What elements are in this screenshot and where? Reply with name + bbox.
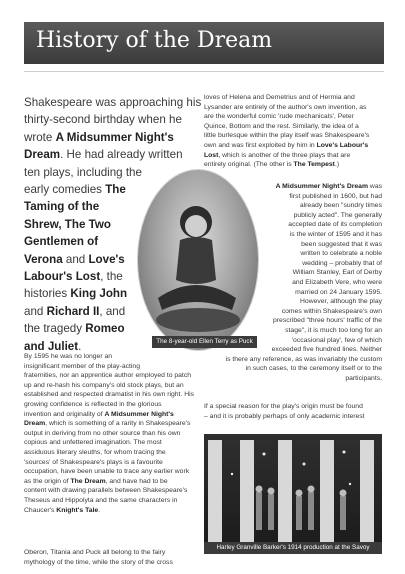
text-line — [24, 129, 199, 146]
text-run: output in deriving from no other source than his own — [24, 429, 181, 437]
left-bottom-paragraph — [24, 548, 204, 567]
right-bottom-paragraph — [204, 402, 382, 421]
text-run: Oberon, Titania and Puck all belong to the fairy — [24, 549, 166, 556]
text-run: up and re-hash his company's old stock plays, but an — [24, 381, 184, 389]
text-run: participants. — [345, 374, 382, 382]
bold-title-text: The Dream — [70, 477, 106, 485]
text-run: is the winter of 1595 and it has — [289, 230, 382, 238]
bold-title-text: Romeo — [85, 322, 125, 336]
text-run: thirty-second birthday when he — [24, 113, 182, 127]
text-line — [24, 429, 204, 439]
text-line — [24, 94, 202, 111]
text-line — [24, 438, 204, 448]
bold-title-text: Lost — [204, 151, 219, 159]
bold-title-text: Dream — [24, 148, 61, 162]
text-run: . — [98, 506, 101, 514]
text-run: ten plays, including the — [24, 165, 142, 179]
text-line — [204, 355, 382, 365]
bold-title-text: Shrew, The Two — [24, 217, 111, 231]
text-line — [24, 371, 204, 381]
text-line — [24, 111, 199, 128]
text-run: in such cases, to the ceremony itself or to the — [245, 365, 382, 373]
bold-title-text: Love's — [88, 252, 125, 266]
text-line — [24, 448, 204, 458]
text-run: Chaucer's — [24, 506, 57, 514]
text-line — [24, 458, 204, 468]
text-line — [204, 402, 382, 412]
text-run: – and it is probably perhaps of only academic interest — [204, 412, 365, 420]
text-run: .) — [334, 161, 340, 169]
bold-title-text: Love's Labour's — [316, 141, 369, 149]
text-line — [24, 496, 204, 506]
text-run: exceeded five hundred lines. Neither — [271, 346, 382, 354]
puck-photo — [138, 170, 258, 350]
text-run: , which is something of a rarity in Shakespeare's — [45, 420, 191, 428]
text-run: already been "sundry times — [299, 202, 382, 210]
text-run: Quince, Bottom and the rest. Similarly, the idea of a — [204, 122, 359, 130]
text-run: 'sources' of Shakespeare's plays is a favourite — [24, 458, 163, 466]
text-run: written to celebrate a noble — [300, 250, 382, 258]
text-run: , and — [99, 304, 126, 318]
text-run: Lysander are entirely of the author's own invention, as — [204, 103, 367, 111]
bold-title-text: The — [105, 183, 126, 197]
bold-title-text: and Juliet — [24, 339, 79, 353]
bold-title-text: Gentlemen of — [24, 235, 99, 249]
text-line — [204, 103, 382, 113]
text-run: the tragedy — [24, 322, 86, 336]
text-run: invention and originality of — [24, 410, 105, 418]
text-run: However, although the play — [300, 298, 382, 306]
text-run: content with drawing parallels between Shakespeare's — [24, 487, 188, 495]
text-line — [204, 160, 382, 170]
text-run: little burlesque within the play itself was Shakespeare's — [204, 132, 370, 140]
text-run: and Elizabeth Vere, who were — [292, 278, 382, 286]
text-run: been suggested that it was — [301, 240, 382, 248]
text-line — [204, 151, 382, 161]
text-run: assiduous literary sleuths, for whom tracing the — [24, 448, 166, 456]
text-run: histories — [24, 287, 71, 301]
bold-title-text: Richard II — [46, 304, 100, 318]
text-line — [24, 362, 204, 372]
text-run: publicly acted". The generally — [293, 211, 382, 219]
text-run: loves of Helena and Demetrius and of Hermia and — [204, 94, 355, 101]
text-line — [204, 131, 382, 141]
left-body-paragraph — [24, 352, 204, 515]
text-run: and — [24, 304, 47, 318]
page-title: History of the Dream — [36, 28, 273, 53]
text-run: first published in 1600, but had — [289, 192, 382, 200]
puck-caption: The 8-year-old Ellen Terry as Puck — [152, 336, 257, 348]
text-run: growing confidence is reflected in the glorious — [24, 400, 162, 408]
text-line — [24, 558, 204, 568]
text-line — [24, 390, 204, 400]
text-line — [24, 410, 204, 420]
text-run: fraternities, nor an apprentice author employed to patch — [24, 372, 192, 380]
title-bar — [24, 22, 384, 64]
text-run: copious and unfettered imagination. The most — [24, 439, 162, 447]
text-line — [24, 486, 204, 496]
text-run: William Stanley, Earl of Derby — [292, 269, 382, 277]
text-run: , and have had to be — [105, 477, 168, 485]
bold-title-text: A Midsummer Night's — [55, 130, 174, 144]
text-run: occupation, have been unable to trace any earlier work — [24, 468, 190, 476]
text-run: , the — [100, 270, 123, 284]
text-line — [24, 548, 204, 558]
text-run: insignificant member of the play-acting — [24, 362, 140, 370]
text-run: established and respected dramatist in his own right. His — [24, 391, 195, 399]
text-line — [24, 467, 204, 477]
text-line — [24, 477, 204, 487]
text-run: wedding – probably that of — [302, 259, 382, 267]
text-run: early comedies — [24, 183, 106, 197]
text-line — [24, 146, 199, 163]
production-photo — [204, 434, 382, 544]
text-run: own and was first exploited by him in — [204, 141, 317, 149]
text-run: 'occasional play', few of which — [291, 336, 382, 344]
text-run: . — [78, 339, 82, 353]
bold-title-text: The Tempest — [293, 161, 335, 169]
bold-title-text: A Midsummer Night's Dream — [275, 183, 369, 190]
text-line — [204, 412, 382, 422]
bold-title-text: A Midsummer Night's — [104, 410, 174, 418]
text-run: is there any reference, as was invariably the custom — [225, 355, 382, 363]
text-line — [24, 352, 204, 362]
text-run: accepted date of its completion — [288, 221, 382, 229]
puck-figure-icon — [138, 170, 258, 350]
text-run: prescribed "three hours' traffic of the — [273, 317, 382, 325]
text-run: married on 24 January 1595. — [295, 288, 382, 296]
production-caption: Harley Granville Barker's 1914 production at the Savoy — [204, 542, 382, 554]
text-run: as the origin of — [24, 477, 71, 485]
bold-title-text: Knight's Tale — [56, 506, 99, 514]
text-run: comes within Shakespeare's own — [281, 307, 382, 315]
text-line — [204, 364, 382, 374]
text-run: By 1595 he was no longer an — [24, 353, 113, 360]
text-run: , which is another of the three plays that are — [218, 151, 351, 159]
text-line — [24, 381, 204, 391]
right-top-paragraph — [204, 93, 382, 170]
text-line — [204, 374, 382, 384]
text-line — [24, 419, 204, 429]
title-divider — [24, 71, 384, 72]
bold-title-text: Dream — [24, 420, 46, 428]
bold-title-text: Taming of the — [24, 200, 100, 214]
bold-title-text: Verona — [24, 252, 63, 266]
text-line — [24, 400, 204, 410]
text-run: Shakespeare was approaching his — [24, 96, 202, 109]
bold-title-text: Labour's Lost — [24, 270, 101, 284]
text-line — [204, 141, 382, 151]
stage-scene-icon — [204, 434, 382, 544]
text-line — [24, 506, 204, 516]
text-run: mythology of the time, while the story of the cross — [24, 558, 173, 566]
text-run: wrote — [24, 130, 56, 144]
text-run: . He had already written — [60, 148, 183, 162]
text-line — [204, 112, 382, 122]
text-run: and — [62, 252, 89, 266]
bold-title-text: King John — [70, 287, 128, 301]
text-run: If a special reason for the play's origin must be found — [204, 403, 363, 410]
text-run: stage", it is much too long for an — [285, 326, 382, 334]
text-line — [204, 122, 382, 132]
text-run: are the wonderful comic 'rude mechanicals', Peter — [204, 113, 354, 121]
text-line — [204, 93, 382, 103]
text-run: entirely original. (The other is — [204, 161, 294, 169]
text-run: was — [368, 183, 382, 190]
text-run: Theseus and Hippolyta and the same characters in — [24, 496, 178, 504]
